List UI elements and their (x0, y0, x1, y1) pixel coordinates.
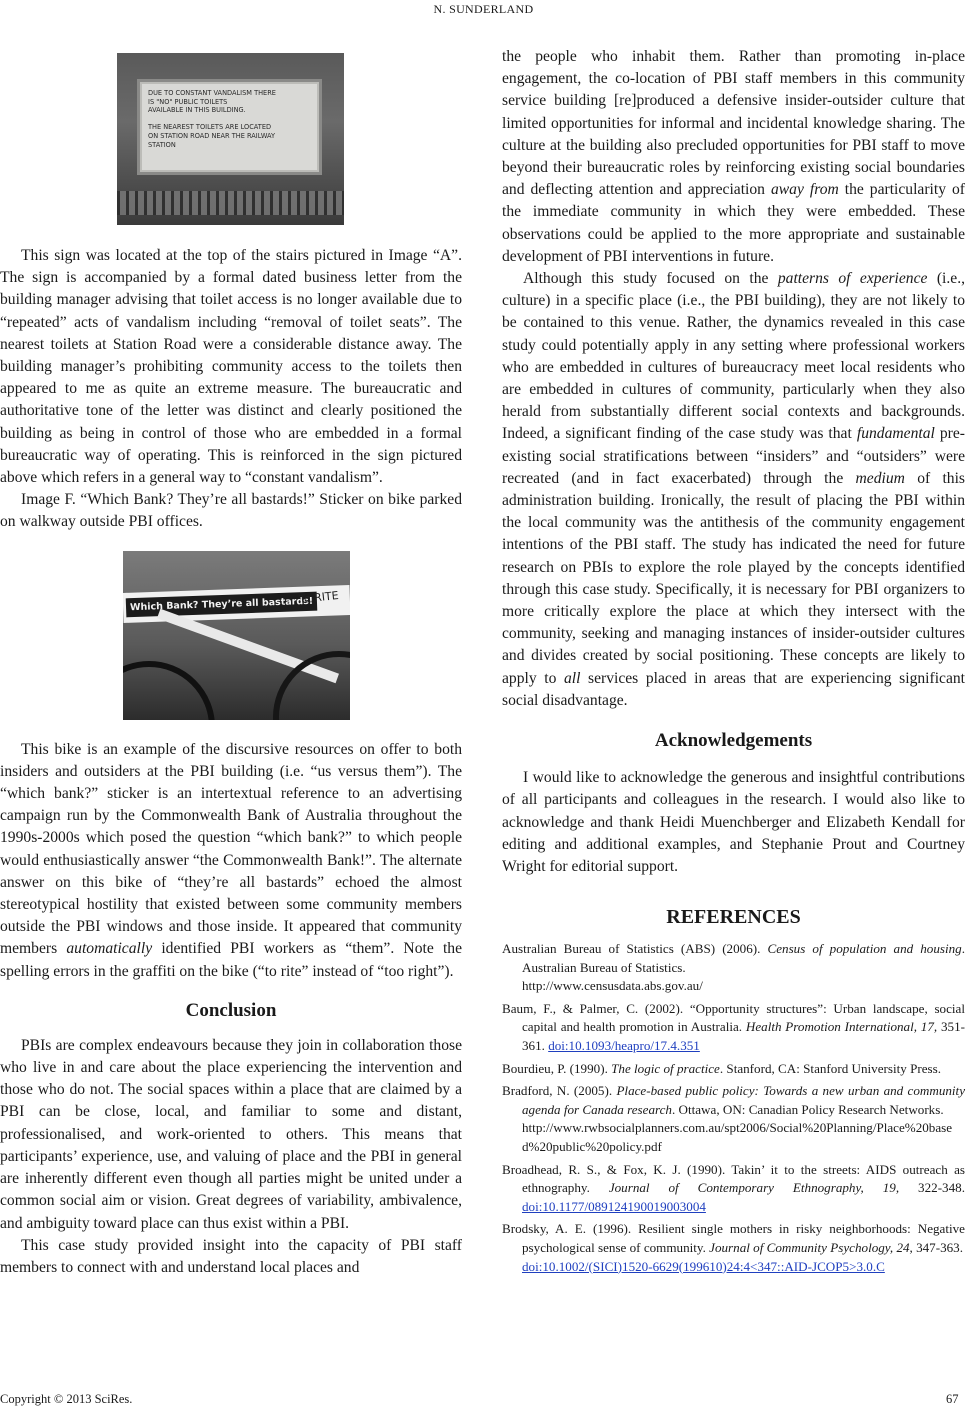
ref-url[interactable]: http://www.rwbsocialplanners.com.au/spt2006/Social%20Planning/Place%20based%20public%20policy.pdf (522, 1120, 953, 1155)
emphasis: fundamental (856, 425, 935, 443)
sign-line (148, 115, 311, 124)
emphasis: away from (770, 181, 839, 199)
image-f-caption: Image F. “Which Bank? They’re all bastards!” Sticker on bike parked on walkway outside PBI offices. (0, 491, 462, 531)
paragraph-patterns (502, 268, 965, 712)
reference-list (502, 940, 965, 1276)
doi-link[interactable]: doi:10.1002/(SICI)1520-6629(199610)24:4<347::AID-JCOP5>3.0.C (522, 1258, 885, 1274)
emphasis: medium (855, 469, 905, 487)
emphasis: automatically (66, 940, 153, 958)
reference-item (502, 1000, 965, 1056)
ref-text: Bradford, N. (2005). (502, 1083, 617, 1099)
paragraph-continued (502, 46, 965, 268)
text: the people who inhabit them. Rather than promoting in-place engagement, the co-location of PBI staff members in this community service building [re]produced a defensive insider-outsider culture that limited opportunities for informal and incidental knowledge sharing. The culture at the building also precluded opportunities for PBI staff to move beyond their bureaucratic roles by reinforcing existing social boundaries and deflecting attention and appreciation (502, 48, 965, 199)
ref-text: Broadhead, R. S., & Fox, K. J. (1990). Takin’ it to the streets: AIDS outreach as ethnography. (502, 1161, 965, 1196)
ref-text: . Ottawa, ON: Canadian Policy Research Networks. (671, 1101, 944, 1117)
text: pre-existing social stratifications between “insiders” and “outsiders” were recreated (and in fact exacerbated) through the (502, 425, 965, 487)
text: identified PBI workers as “them”. Note the spelling errors in the graffiti on the bike (“to rite” instead of “too right”). (0, 940, 462, 980)
reference-item (502, 1161, 965, 1217)
graffiti-text: To RITE (298, 588, 340, 606)
doi-link[interactable]: doi:10.1177/089124190019003004 (522, 1198, 706, 1214)
references-heading: REFERENCES (666, 906, 801, 929)
image-f-photo (123, 551, 350, 720)
ref-text: Australian Bureau of Statistics (ABS) (2006). (502, 941, 768, 957)
text: the particularity of the immediate community in which they were embedded. These observations could be applied to the more appropriate and sustainable development of PBI interventions in future. (502, 181, 965, 265)
image-a-photo (117, 53, 344, 225)
ref-title: Journal of Community Psychology, 24, (709, 1240, 913, 1256)
paragraph-bike (0, 739, 462, 983)
ref-text: Brodsky, A. E. (1996). Resilient single mothers in risky neighborhoods: Negative psychological sense of community. (502, 1221, 965, 1256)
text: This bike is an example of the discursive resources on offer to both insiders and outsiders at the PBI building (i.e. “us versus them”). The “which bank?” sticker is an intertextual reference to an advertising campaign run by the Commonwealth Bank of Australia throughout the 1990s-2000s which posed the question “which bank?” to which people would enthusiastically answer “the Commonwealth Bank!”. The alternate answer on this bike of “they’re all bastards” echoed the almost stereotypical hostility that existed between some community members outside the PBI windows and those inside. It appeared that community members (0, 740, 462, 958)
ref-text: Bourdieu, P. (1990). (502, 1060, 612, 1076)
text: Although this study focused on the (523, 270, 778, 288)
ref-text: . Australian Bureau of Statistics. (522, 941, 965, 975)
conclusion-paragraph-2: This case study provided insight into the capacity of PBI staff members to connect with and understand local places and (0, 1236, 462, 1276)
sign-line: IS "NO" PUBLIC TOILETS (148, 97, 228, 106)
sign-line: AVAILABLE IN THIS BUILDING. (148, 106, 246, 115)
ref-title: Census of population and housing (767, 941, 962, 957)
text: services placed in areas that are experiencing significant social disadvantage. (502, 669, 965, 709)
railing (117, 191, 344, 215)
text: (i.e., culture) in a specific place (i.e., the PBI building), they are not likely to be contained to this venue. Rather, the dynamics revealed in this case study could potentially apply in any setting where professional workers who are embedded in cultures of bureaucracy meet local residents who are embedded in cultures of community, particularly when they also herald from substantially different social contexts and backgrounds. Indeed, a significant finding of the case study was that (502, 270, 966, 443)
conclusion-paragraph-1: PBIs are complex endeavours because they join in collaboration those who live in and care about the place experiencing the intervention and those who do not. The social spaces within a place that are claimed by a PBI can be close, local, and familiar to some and distant, professionalised, and work-oriented to others. This means that participants’ experience, use, and valuing of place and the PBI in general are inherently different even though all parties might be united under a common social aim or vision. Great degrees of variability, ambivalence, and ambiguity toward place can thus exist within a PBI. (0, 1036, 462, 1232)
running-head: N. SUNDERLAND (433, 2, 534, 16)
page-number: 67 (946, 1392, 959, 1406)
sign-line: ON STATION ROAD NEAR THE RAILWAY (148, 131, 276, 140)
sign-line: DUE TO CONSTANT VANDALISM THERE (148, 89, 276, 97)
ref-text: 322-348. (899, 1180, 965, 1196)
bank-sticker: Which Bank? They’re all bastards! (126, 591, 318, 617)
sign-line: THE NEAREST TOILETS ARE LOCATED (148, 123, 272, 132)
ref-text: 347-363. (912, 1240, 964, 1256)
reference-item (502, 940, 965, 996)
ref-url[interactable]: http://www.censusdata.abs.gov.au/ (522, 978, 703, 994)
paragraph-sign-description: This sign was located at the top of the stairs pictured in Image “A”. The sign is accompanied by a formal dated business letter from the building manager advising that toilet access is no longer available due to “repeated” acts of vandalism including “removal of toilet seats”. The nearest toilets at Station Road were a considerable distance away. The building manager’s prohibiting community access to the toilets then appeared to me as quite an extreme measure. The bureaucratic and authoritative tone of the letter was distinct and clearly positioned the building as being in control of those who are embedded in a formal bureaucratic way of operating. This is reinforced in the sign pictured above which refers in a general way to “constant vandalism”. (0, 247, 462, 487)
right-column (502, 46, 965, 1280)
doi-link[interactable]: doi:10.1093/heapro/17.4.351 (548, 1038, 700, 1054)
ref-text: 351-361. (522, 1019, 965, 1054)
acknowledgements-paragraph: I would like to acknowledge the generous and insightful contributions of all participants and colleagues in the research. I would also like to acknowledge and thank Heidi Muenchberger and Elizabeth Kendall for editing and additional examples, and Stephanie Prout and Courtney Wright for editorial support. (502, 769, 965, 875)
ref-title: The logic of practice (611, 1060, 720, 1076)
left-column (0, 46, 462, 1279)
ref-text: Baum, F., & Palmer, C. (2002). “Opportunity structures”: Urban landscape, social capital and health promotion in Australia. (502, 1000, 965, 1035)
emphasis: all (563, 669, 581, 687)
reference-item (502, 1082, 965, 1156)
ref-title: Health Promotion International, 17, (745, 1019, 938, 1035)
ref-text: . Stanford, CA: Stanford University Press. (719, 1060, 941, 1076)
sign-line: STATION (148, 140, 176, 149)
text: of this administration building. Ironically, the result of placing the PBI within the local community was the antithesis of the community engagement intentions of the PBI staff. The study has indicated the need for future research on PBIs to explore the role played by the concepts identified through this case study. Specifically, it is necessary for PBI organizers to more critically explore the place at which they intersect with the community, seeking and managing instances of insider-outsider cultures and divides created by social positioning. These concepts are likely to apply to (502, 469, 965, 687)
copyright-notice: Copyright © 2013 SciRes. (0, 1392, 133, 1406)
acknowledgements-heading: Acknowledgements (654, 730, 813, 752)
conclusion-heading: Conclusion (185, 999, 277, 1021)
ref-title: Place-based public policy: Towards a new urban and community agenda for Canada research (522, 1083, 966, 1117)
ref-title: Journal of Contemporary Ethnography, 19, (608, 1180, 900, 1196)
emphasis: patterns of experience (777, 270, 928, 288)
reference-item (502, 1220, 965, 1276)
bike-wheel (123, 661, 215, 720)
toilet-sign (137, 79, 322, 175)
reference-item (502, 1060, 965, 1079)
